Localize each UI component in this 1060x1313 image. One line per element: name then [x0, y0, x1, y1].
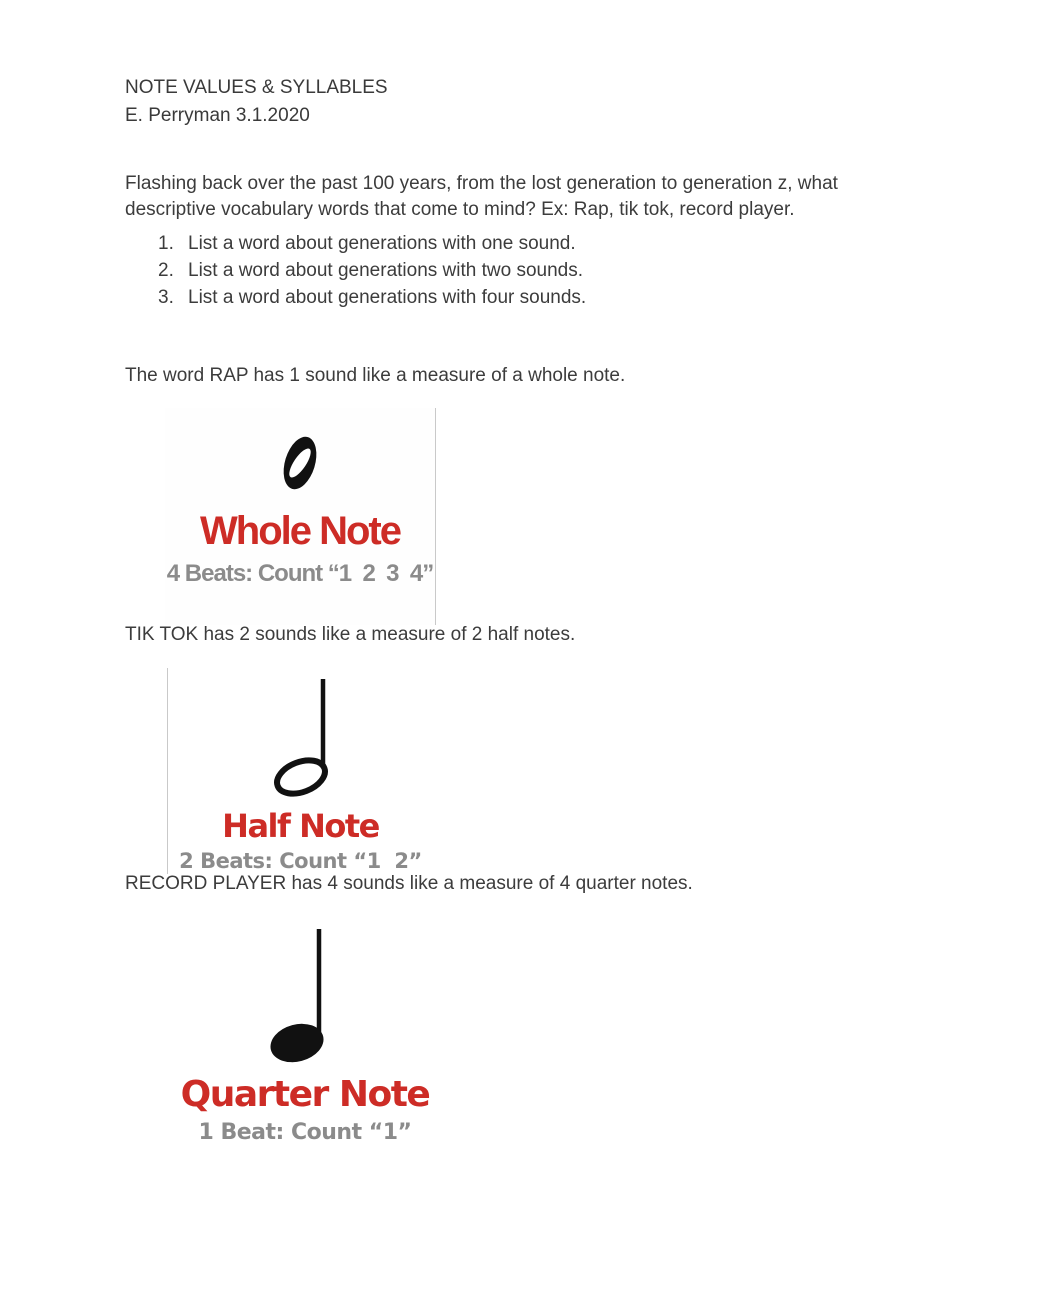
- generations-list: [158, 230, 586, 311]
- whole-note-figure: [165, 408, 436, 625]
- quarter-note-beats: 1 Beat: Count “1”: [198, 1119, 412, 1145]
- half-note-figure: [167, 668, 433, 874]
- quarter-note-icon: [263, 926, 347, 1064]
- list-item-number: 3.: [158, 287, 174, 308]
- quarter-note-lead: RECORD PLAYER has 4 sounds like a measure of 4 quarter notes.: [125, 873, 693, 894]
- half-note-beats: 2 Beats: Count “1 2”: [179, 848, 422, 873]
- intro-paragraph: [125, 171, 838, 223]
- intro-line: Flashing back over the past 100 years, from the lost generation to generation z, what: [125, 173, 838, 194]
- whole-note-lead: The word RAP has 1 sound like a measure of a whole note.: [125, 365, 626, 386]
- list-item-text: List a word about generations with one sound.: [188, 233, 576, 254]
- doc-header: [125, 74, 388, 130]
- whole-note-label: Whole Note: [200, 509, 400, 553]
- half-note-icon: [261, 676, 341, 798]
- quarter-note-label: Quarter Note: [180, 1074, 430, 1115]
- doc-title: NOTE VALUES & SYLLABLES: [125, 77, 388, 98]
- whole-note-beats: 4 Beats: Count “1 2 3 4”: [166, 560, 434, 587]
- list-item: [158, 257, 586, 284]
- list-item-text: List a word about generations with two sounds.: [188, 260, 584, 281]
- whole-note-icon: [277, 432, 323, 494]
- list-item: [158, 230, 586, 257]
- list-item: [158, 284, 586, 311]
- half-note-label: Half Note: [222, 807, 379, 845]
- list-item-number: 1.: [158, 233, 174, 254]
- half-note-lead: TIK TOK has 2 sounds like a measure of 2 half notes.: [125, 624, 576, 645]
- intro-line: descriptive vocabulary words that come to mind? Ex: Rap, tik tok, record player.: [125, 199, 795, 220]
- quarter-note-figure: [165, 921, 445, 1151]
- doc-byline: E. Perryman 3.1.2020: [125, 105, 310, 126]
- list-item-number: 2.: [158, 260, 174, 281]
- list-item-text: List a word about generations with four sounds.: [188, 287, 587, 308]
